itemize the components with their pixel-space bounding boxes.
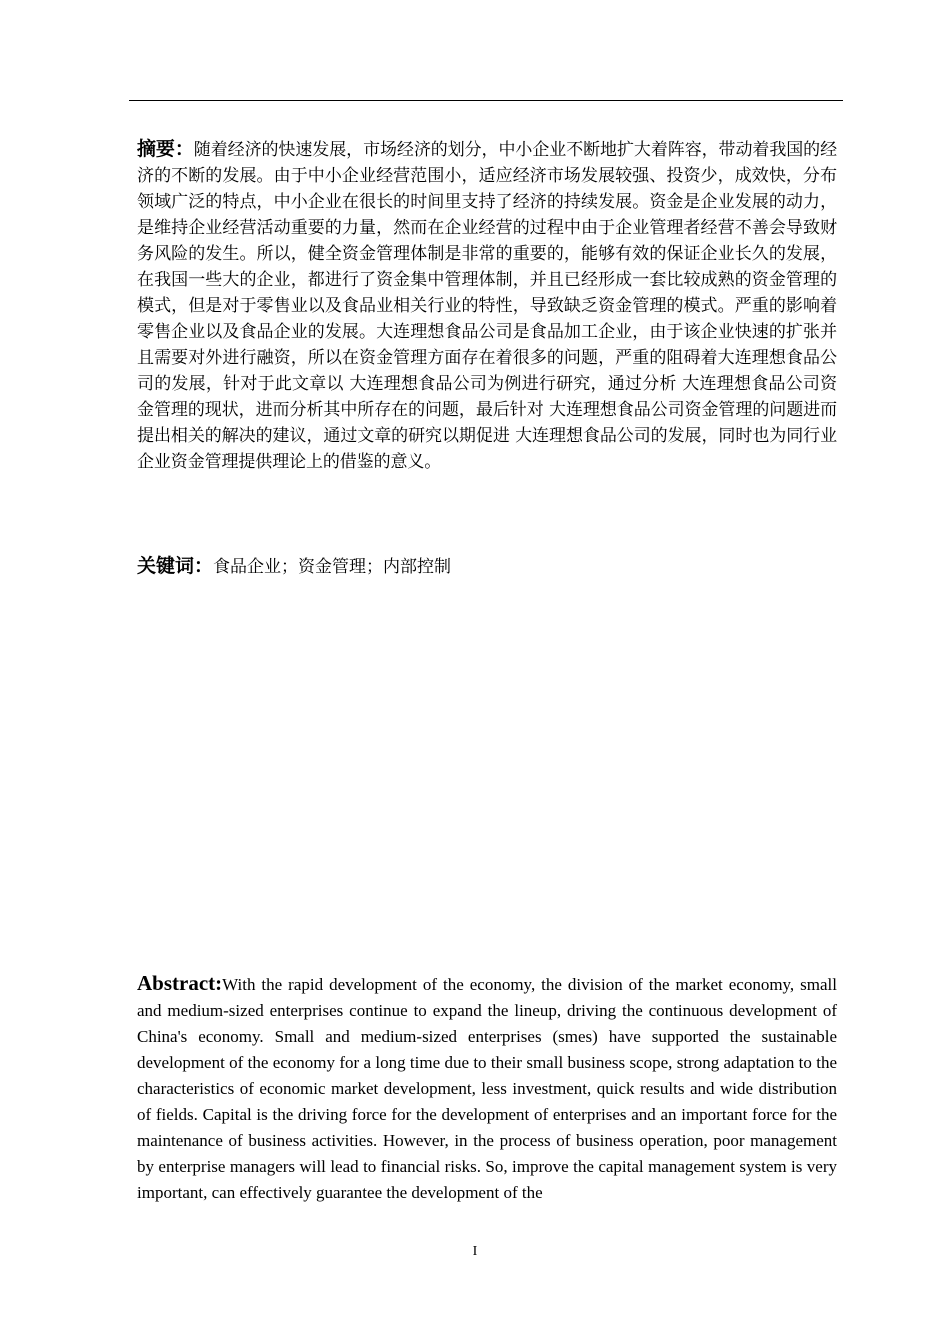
- keywords-cn: [137, 553, 837, 580]
- header-rule: [129, 100, 843, 101]
- abstract-cn: [137, 136, 837, 475]
- page-number: I: [472, 1244, 478, 1259]
- abstract-cn-text: 随着经济的快速发展，市场经济的划分，中小企业不断地扩大着阵容，带动着我国的经济的不断的发展。由于中小企业经营范围小，适应经济市场发展较强、投资少，成效快，分布领域广泛的特点，中小企业在很长的时间里支持了经济的持续发展。资金是企业发展的动力，是维持企业经营活动重要的力量，然而在企业经营的过程中由于企业管理者经营不善会导致财务风险的发生。所以，健全资金管理体制是非常的重要的，能够有效的保证企业长久的发展，在我国一些大的企业，都进行了资金集中管理体制，并且已经形成一套比较成熟的资金管理的模式，但是对于零售业以及食品业相关行业的特性，导致缺乏资金管理的模式。严重的影响着零售企业以及食品企业的发展。大连理想食品公司是食品加工企业，由于该企业快速的扩张并且需要对外进行融资，所以在资金管理方面存在着很多的问题，严重的阻碍着大连理想食品公司的发展，针对于此文章以 大连理想食品公司为例进行研究，通过分析 大连理想食品公司资金管理的现状，进而分析其中所存在的问题，最后针对 大连理想食品公司资金管理的问题进而提出相关的解决的建议，通过文章的研究以期促进 大连理想食品公司的发展，同时也为同行业企业资金管理提供理论上的借鉴的意义。: [137, 140, 838, 472]
- keywords-cn-label: 关键词：: [137, 555, 214, 577]
- abstract-cn-label: 摘要：: [137, 138, 194, 160]
- abstract-en-text: With the rapid development of the economy, the division of the market economy, small and medium-sized enterprises continue to expand the lineup, driving the continuous development of China's economy. Small and medium-sized enterprises (smes) have supported the sustainable development of the economy for a long time due to their small business scope, strong adaptation to the characteristics of economic market development, less investment, quick results and wide distribution of fields. Capital is the driving force for the development of enterprises and an important force for the maintenance of business activities. However, in the process of business operation, poor management by enterprise managers will lead to financial risks. So, improve the capital management system is very important, can effectively guarantee the development of the: [137, 975, 837, 1202]
- keywords-cn-text: 食品企业；资金管理；内部控制: [213, 557, 452, 577]
- abstract-en-label: Abstract:: [137, 971, 223, 995]
- abstract-en: [137, 970, 837, 1206]
